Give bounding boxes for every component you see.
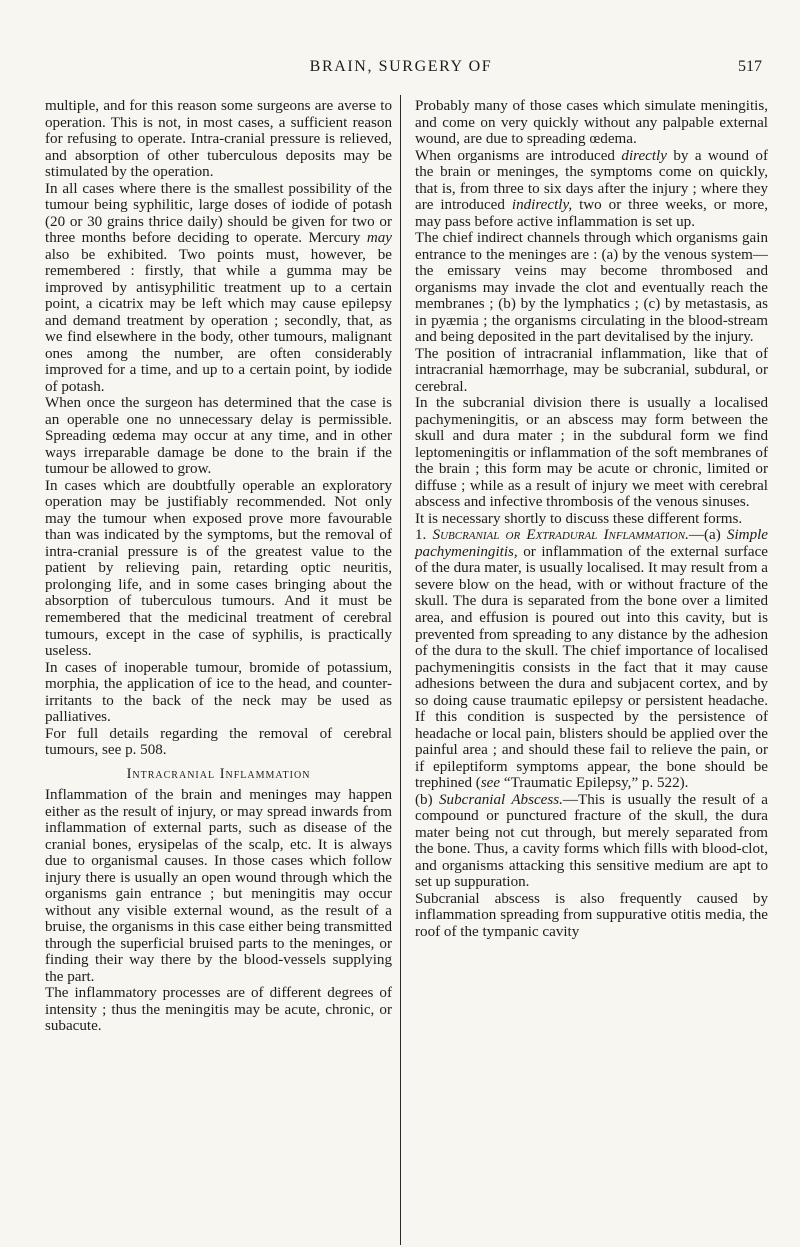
emphasis: see <box>480 775 501 792</box>
emphasis: Simple pachymeningitis, <box>415 527 769 560</box>
paragraph: Inflammation of the brain and meninges may happen either as the result of injury, or may spread inwards from inflammation of external parts, such as disease of the cranial bones, erysipelas of the scalp, etc. It is always due to organismal causes. In those cases which follow injury there is usually an open wound through which the organisms gain entrance ; but meningitis may occur without any visible external wound, as the result of a bruise, the organisms in this case either being transmitted through the superficial bruised parts to the meninges, or finding their way there by the blood-vessels supplying the part. <box>45 787 392 985</box>
paragraph: The inflammatory processes are of different degrees of intensity ; thus the meningitis may be acute, chronic, or subacute. <box>45 985 392 1035</box>
paragraph: In cases which are doubtfully operable an exploratory operation may be justifiably recommended. Not only may the tumour when exposed prove more favourable than was indicated by the symptoms, but the removal of intra-cranial pressure is of the greatest value to the patient by relieving pain, retarding optic neuritis, prolonging life, and in some cases bringing about the absorption of tuberculous tumours. And it must be remembered that the medicinal treatment of cerebral tumours, except in the case of syphilis, is practically useless. <box>45 477 392 660</box>
emphasis: directly <box>621 147 667 164</box>
left-column <box>45 98 392 1035</box>
paragraph: multiple, and for this reason some surgeons are averse to operation. This is not, in most cases, a sufficient reason for refusing to operate. Intra-cranial pressure is relieved, and absorption of other tuberculous deposits may be stimulated by the operation. <box>45 98 392 181</box>
subsection-heading: Subcranial or Extradural Inflammation. <box>432 527 689 544</box>
paragraph: Probably many of those cases which simulate meningitis, and come on very quickly without any palpable external wound, are due to spreading œdema. <box>415 98 768 148</box>
paragraph: In the subcranial division there is usually a localised pachymeningitis, or an abscess may form between the skull and dura mater ; in the subdural form we find leptomeningitis or inflammation of the soft membranes of the brain ; this form may be acute or chronic, limited or diffuse ; while as a result of injury we meet with cerebral abscess and infective thrombosis of the venous sinuses. <box>415 395 768 511</box>
page-number: 517 <box>738 58 762 75</box>
paragraph: When once the surgeon has determined that the case is an operable one no unnecessary delay is permissible. Spreading œdema may occur at any time, and in other ways irreparable damage be done to the brain if the tumour be allowed to grow. <box>45 395 392 478</box>
paragraph: The position of intracranial inflammation, like that of intracranial hæmorrhage, may be subcranial, subdural, or cerebral. <box>415 345 768 395</box>
running-title: BRAIN, SURGERY OF <box>309 58 493 75</box>
paragraph: 1. Subcranial or Extradural Inflammation.—(a) Simple pachymeningitis, or inflammation of the external surface of the dura mater, is usually localised. It may result from a severe blow on the head, with or without fracture of the skull. The dura is separated from the bone over a limited area, and effusion is poured out into this cavity, but is prevented from spreading to any distance by the adhesion of the dura to the skull. The chief importance of localised pachymeningitis consists in the fact that it may cause adhesions between the dura and subjacent cortex, and by so doing cause traumatic epilepsy or persistent headache. If this condition is suspected by the persistence of headache or local pain, blisters should be applied over the painful area ; and should these fail to relieve the pain, or if epileptiform symptoms appear, the bone should be trephined (see “Traumatic Epilepsy,” p. 522). <box>415 527 769 792</box>
emphasis: may <box>366 230 392 247</box>
column-divider <box>400 95 401 1245</box>
running-head <box>40 58 762 84</box>
paragraph: In all cases where there is the smallest possibility of the tumour being syphilitic, large doses of iodide of potash (20 or 30 grains thrice daily) should be given for two or three months before deciding to operate. Mercury may also be exhibited. Two points must, however, be remembered : firstly, that while a gumma may be improved by antisyphilitic treatment up to a certain point, a cicatrix may be left which may cause epilepsy and demand treatment by operation ; secondly, that, as we find elsewhere in the body, other tumours, malignant ones among the number, are often considerably improved for a time, and up to a certain point, by iodide of potash. <box>45 180 392 395</box>
right-column <box>415 98 768 940</box>
paragraph: In cases of inoperable tumour, bromide of potassium, morphia, the application of ice to the head, and counter-irritants to the back of the neck may be used as palliatives. <box>45 659 392 726</box>
paragraph: When organisms are introduced directly by a wound of the brain or meninges, the symptoms come on quickly, that is, from three to six days after the injury ; where they are introduced indirectly, two or three weeks, or more, may pass before active inflammation is set up. <box>415 147 769 230</box>
paragraph: The chief indirect channels through which organisms gain entrance to the meninges are : (a) by the venous system—the emissary veins may become thrombosed and organisms may invade the clot and eventually reach the membranes ; (b) by the lymphatics ; (c) by metastasis, as in pyæmia ; the organisms circulating in the blood-stream and being deposited in the part devitalised by the injury. <box>415 230 768 346</box>
emphasis: Subcranial Abscess. <box>438 791 563 808</box>
section-heading: Intracranial Inflammation <box>126 765 311 782</box>
paragraph: (b) Subcranial Abscess.—This is usually the result of a compound or punctured fracture of the skull, the dura mater being not cut through, but merely separated from the bone. Thus, a cavity forms which fills with blood-clot, and organisms attacking this sensitive medium are apt to set up suppuration. <box>415 791 768 891</box>
emphasis: indirectly, <box>511 197 573 214</box>
paragraph: It is necessary shortly to discuss these different forms. <box>415 510 743 527</box>
paragraph: Subcranial abscess is also frequently caused by inflammation spreading from suppurative otitis media, the roof of the tympanic cavity <box>415 890 768 940</box>
paragraph: For full details regarding the removal of cerebral tumours, see p. 508. <box>45 725 392 759</box>
